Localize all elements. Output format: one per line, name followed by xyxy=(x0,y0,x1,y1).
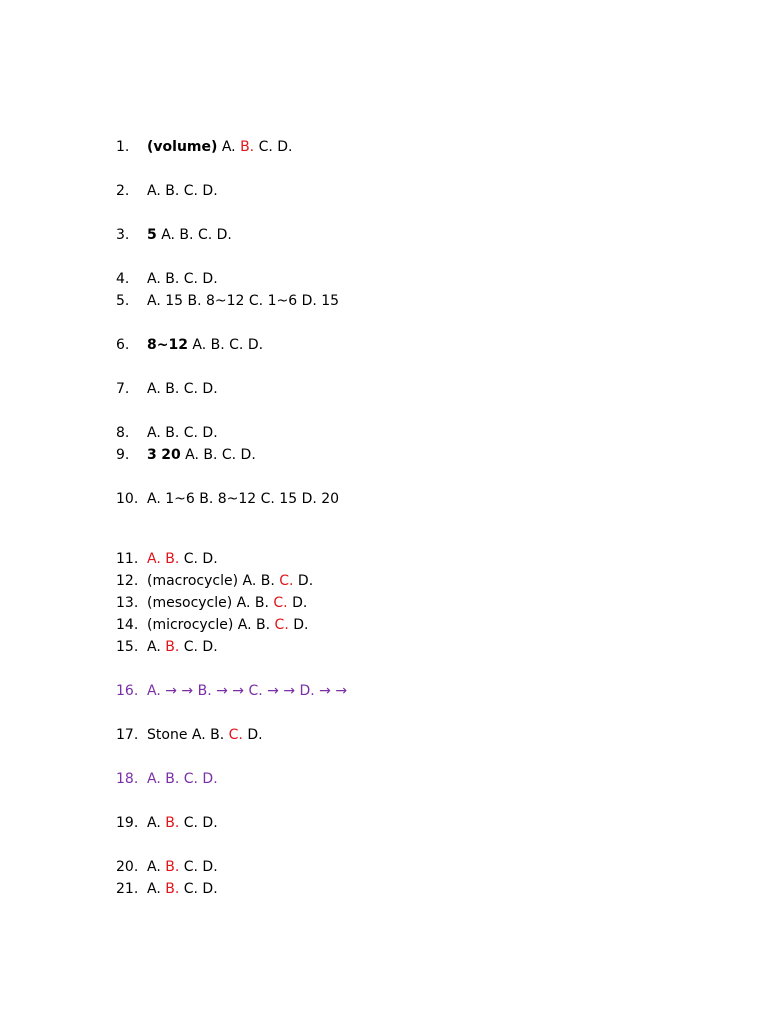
question-item: 19. A. B. C. D. xyxy=(116,815,218,831)
question-item: 16. A. → → B. → → C. → → D. → → xyxy=(116,683,348,699)
question-item: 20. A. B. C. D. xyxy=(116,859,218,875)
question-item: 9. 3 20 A. B. C. D. xyxy=(116,447,256,463)
question-item: 3. 5 A. B. C. D. xyxy=(116,227,232,243)
question-item: 14. (microcycle) A. B. C. D. xyxy=(116,617,309,633)
question-item: 17. Stone A. B. C. D. xyxy=(116,727,263,743)
question-item: 4. A. B. C. D. xyxy=(116,271,218,287)
question-item: 1. (volume) A. B. C. D. xyxy=(116,139,293,155)
question-item: 2. A. B. C. D. xyxy=(116,183,218,199)
question-item: 8. A. B. C. D. xyxy=(116,425,218,441)
question-item: 5. A. 15 B. 8~12 C. 1~6 D. 15 xyxy=(116,293,340,309)
question-item: 18. A. B. C. D. xyxy=(116,771,218,787)
question-item: 6. 8~12 A. B. C. D. xyxy=(116,337,264,353)
question-item: 12. (macrocycle) A. B. C. D. xyxy=(116,573,314,589)
question-item: 10. A. 1~6 B. 8~12 C. 15 D. 20 xyxy=(116,491,340,507)
question-item: 21. A. B. C. D. xyxy=(116,881,218,897)
question-item: 15. A. B. C. D. xyxy=(116,639,218,655)
question-item: 13. (mesocycle) A. B. C. D. xyxy=(116,595,308,611)
question-item: 7. A. B. C. D. xyxy=(116,381,218,397)
question-item: 11. A. B. C. D. xyxy=(116,551,218,567)
